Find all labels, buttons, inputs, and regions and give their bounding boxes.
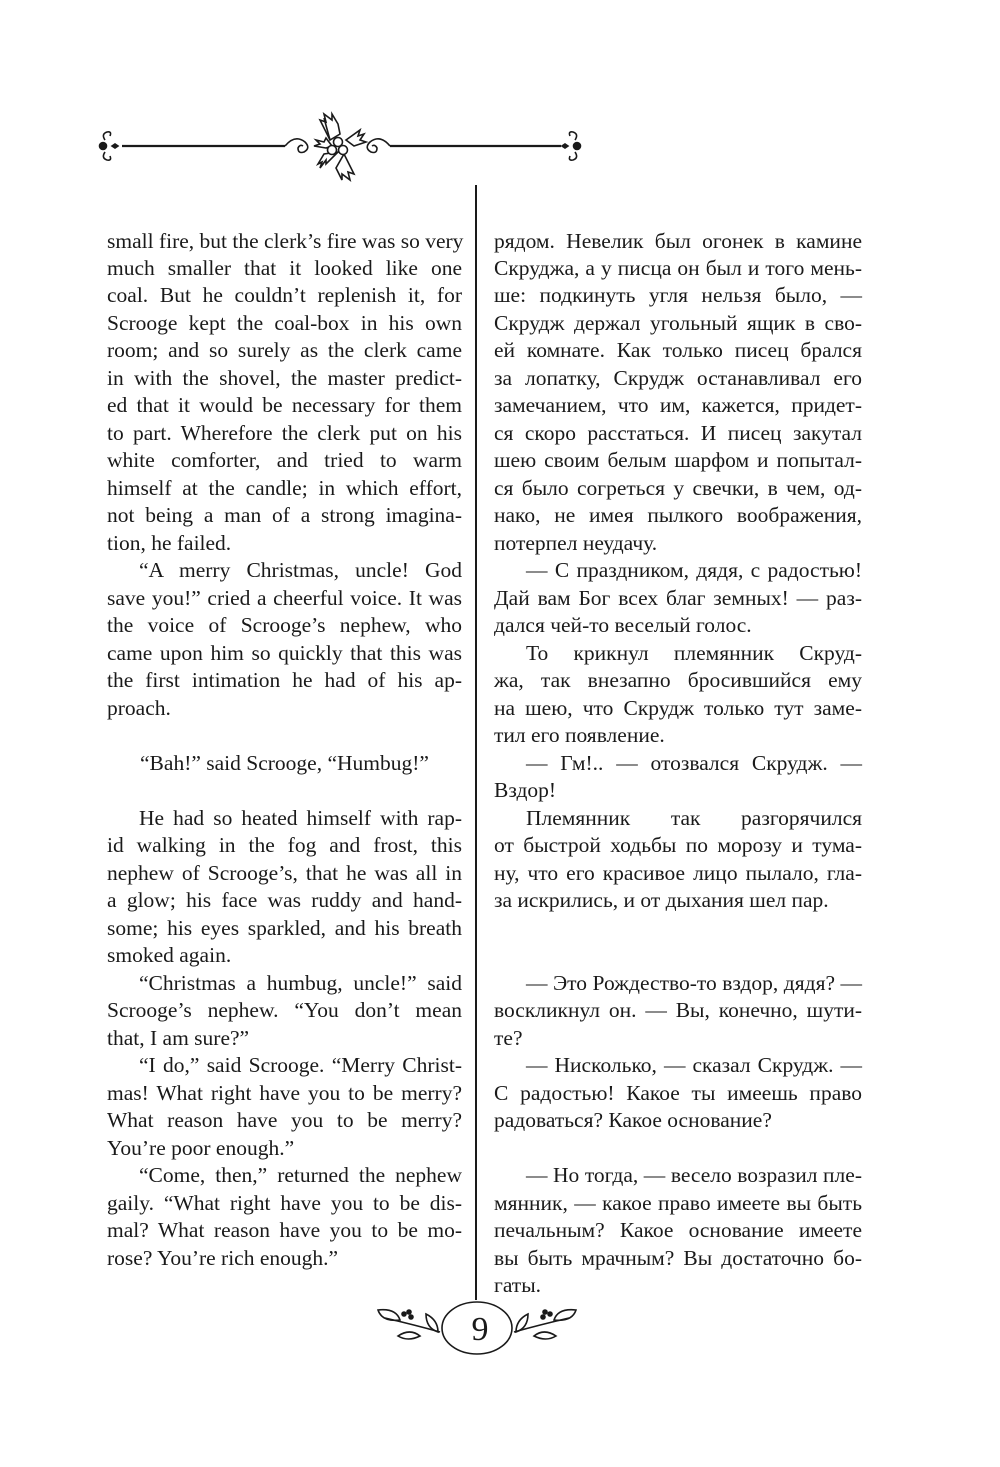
holly-ornament-divider (90, 100, 910, 210)
text-line: “I do,” said Scrooge. “Merry Christ- (139, 1053, 462, 1077)
text-line: на шею, что Скрудж только тут заме- (494, 696, 862, 720)
text-line: proach. (107, 696, 171, 720)
text-line: ed that it would be necessary for them (107, 393, 462, 417)
text-line: гаты. (494, 1273, 542, 1297)
text-line: that, I am sure?” (107, 1026, 250, 1050)
text-line: Scrooge kept the coal-box in his own (107, 311, 462, 335)
text-line: — Гм!.. — отозвался Скрудж. — (526, 751, 862, 775)
text-line: — Это Рождество-то вздор, дядя? — (526, 971, 862, 995)
text-line: тил его появление. (494, 723, 665, 747)
text-line: — Нисколько, — сказал Скрудж. — (526, 1053, 862, 1077)
text-line: some; his eyes sparkled, and his breath (107, 916, 462, 940)
text-line: те? (494, 1026, 523, 1050)
text-line: “A merry Christmas, uncle! God (139, 558, 462, 582)
text-line: ся было согреться у свечки, в чем, од- (494, 476, 862, 500)
text-line: Скруджа, а у писца он был и того мень- (494, 256, 862, 280)
text-line: дался чей-то веселый голос. (494, 613, 752, 637)
text-line: нако, не имея пылкого воображения, (494, 503, 862, 527)
text-line: “Christmas a humbug, uncle!” said (139, 971, 462, 995)
text-line: He had so heated himself with rap- (139, 806, 462, 830)
text-line: coal. But he couldn’t replenish it, for (107, 283, 462, 307)
text-line: потерпел неудачу. (494, 531, 658, 555)
text-line: the voice of Scrooge’s nephew, who (107, 613, 462, 637)
text-line: То крикнул племянник Скруд- (526, 641, 862, 665)
text-line: the first intimation he had of his ap- (107, 668, 462, 692)
text-line: mas! What right have you to be merry? (107, 1081, 462, 1105)
text-line: замечанием, что им, кажется, придет- (494, 393, 862, 417)
text-line: room; and so surely as the clerk came (107, 338, 462, 362)
text-line: much smaller that it looked like one (107, 256, 462, 280)
text-line: not being a man of a strong imagina- (107, 503, 462, 527)
text-line: You’re poor enough.” (107, 1136, 295, 1160)
text-line: rose? You’re rich enough.” (107, 1246, 339, 1270)
text-line: ей комнате. Как только писец брался (494, 338, 862, 362)
text-line: “Bah!” said Scrooge, “Humbug!” (140, 751, 429, 775)
text-line: за искрились, и от дыхания шел пар. (494, 888, 829, 912)
column-divider (475, 185, 477, 1300)
text-line: small fire, but the clerk’s fire was so very (107, 229, 464, 253)
text-line: save you!” cried a cheerful voice. It was (107, 586, 462, 610)
text-line: mal? What reason have you to be mo- (107, 1218, 462, 1242)
text-line: — С праздником, дядя, с радостью! (526, 558, 862, 582)
text-line: за лопатку, Скрудж останавливал его (494, 366, 862, 390)
text-line: вы быть мрачным? Вы достаточно бо- (494, 1246, 862, 1270)
text-line: рядом. Невелик был огонек в камине (494, 229, 862, 253)
text-line: ше: подкинуть угля нельзя было, — (494, 283, 862, 307)
text-line: радоваться? Какое основание? (494, 1108, 772, 1132)
text-line: “Come, then,” returned the nephew (139, 1163, 462, 1187)
text-line: smoked again. (107, 943, 232, 967)
page-number: 9 (471, 1311, 489, 1348)
text-line: tion, he failed. (107, 531, 232, 555)
text-line: What reason have you to be merry? (107, 1108, 462, 1132)
text-line: gaily. “What right have you to be dis- (107, 1191, 462, 1215)
text-line: жа, так внезапно бросившийся ему (494, 668, 862, 692)
text-line: a glow; his face was ruddy and hand- (107, 888, 462, 912)
text-line: мянник, — какое право имеете вы быть (494, 1191, 862, 1215)
text-line: С радостью! Какое ты имеешь право (494, 1081, 862, 1105)
text-line: воскликнул он. — Вы, конечно, шути- (494, 998, 862, 1022)
text-line: ну, что его красивое лицо пылало, гла- (494, 861, 862, 885)
text-line: Scrooge’s nephew. “You don’t mean (107, 998, 462, 1022)
text-line: white comforter, and tried to warm (107, 448, 462, 472)
text-line: ся скоро расстаться. И писец закутал (494, 421, 862, 445)
text-line: himself at the candle; in which effort, (107, 476, 462, 500)
text-line: nephew of Scrooge’s, that he was all in (107, 861, 462, 885)
text-line: Скрудж держал угольный ящик в сво- (494, 311, 862, 335)
text-line: to part. Wherefore the clerk put on his (107, 421, 462, 445)
text-line: печальным? Какое основание имеете (494, 1218, 862, 1242)
text-line: in with the shovel, the master predict- (107, 366, 462, 390)
text-line: от быстрой ходьбы по морозу и тума- (494, 833, 862, 857)
text-line: came upon him so quickly that this was (107, 641, 462, 665)
text-line: Дай вам Бог всех благ земных! — раз- (494, 586, 862, 610)
text-line: — Но тогда, — весело возразил пле- (526, 1163, 862, 1187)
text-line: Племянник так разгорячился (526, 806, 862, 830)
text-line: Вздор! (494, 778, 557, 802)
text-line: шею своим белым шарфом и попытал- (494, 448, 862, 472)
text-line: id walking in the fog and frost, this (107, 833, 462, 857)
